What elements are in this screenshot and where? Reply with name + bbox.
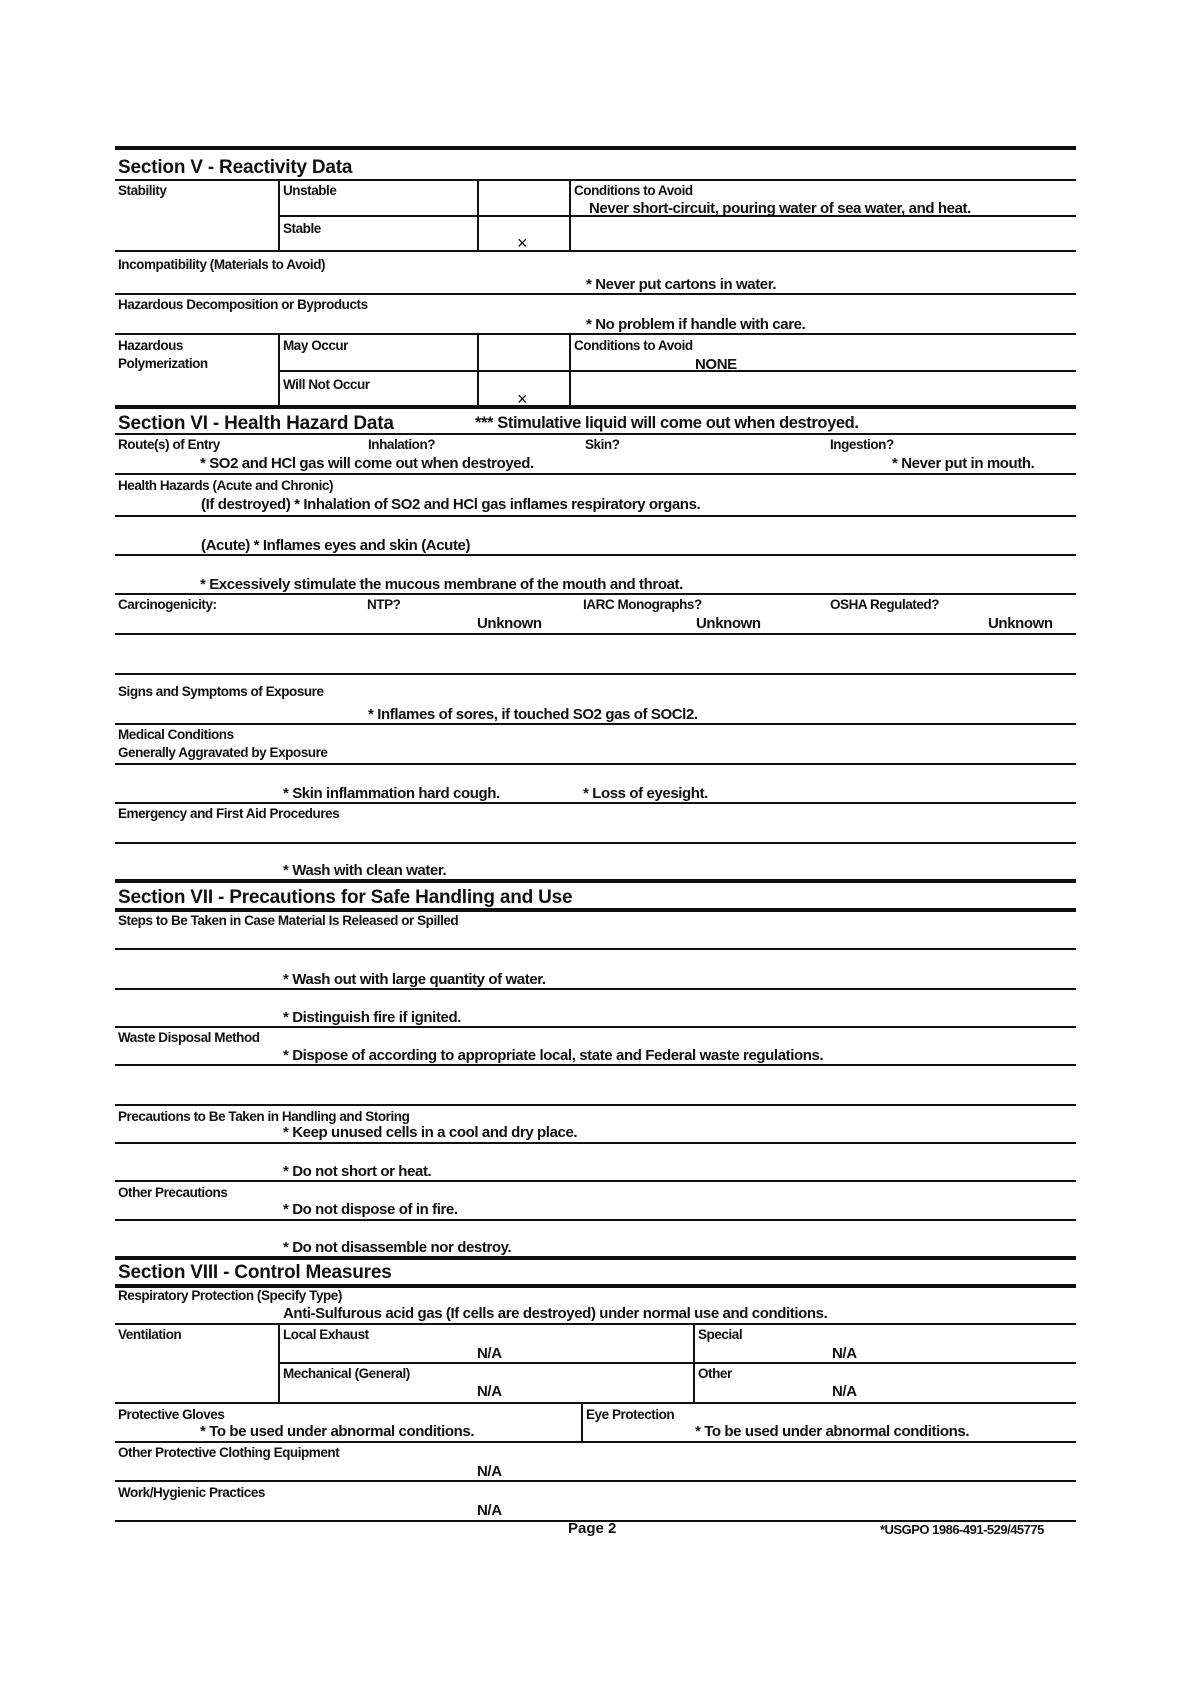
hazardous-decomposition-label: Hazardous Decomposition or Byproducts [118,297,368,312]
local-exhaust-value: N/A [477,1345,502,1362]
skin-label: Skin? [585,437,620,452]
incompatibility-value: * Never put cartons in water. [586,276,777,293]
waste-disposal-label: Waste Disposal Method [118,1030,260,1045]
ingestion-value: * Never put in mouth. [892,455,1035,472]
section-6-note: *** Stimulative liquid will come out when destroyed. [475,414,859,432]
usgpo-code: *USGPO 1986-491-529/45775 [880,1522,1044,1537]
local-exhaust-label: Local Exhaust [283,1327,369,1342]
spill-steps-label: Steps to Be Taken in Case Material Is Released or Spilled [118,913,459,928]
top-rule [115,146,1076,150]
waste-disposal-value: * Dispose of according to appropriate local, state and Federal waste regulations. [283,1047,824,1064]
protective-clothing-value: N/A [477,1463,502,1480]
signs-symptoms-value: * Inflames of sores, if touched SO2 gas of SOCl2. [368,706,698,723]
medical-conditions-label-2: Generally Aggravated by Exposure [118,745,328,760]
routes-of-entry-value: * SO2 and HCl gas will come out when destroyed. [200,455,534,472]
emergency-first-aid-label: Emergency and First Aid Procedures [118,806,340,821]
conditions-to-avoid-2-value: NONE [695,356,737,373]
spill-steps-value-1: * Wash out with large quantity of water. [283,971,546,988]
will-not-occur-label: Will Not Occur [283,377,370,392]
hazardous-polymerization-label-2: Polymerization [118,356,208,371]
osha-value: Unknown [988,615,1053,632]
handling-storing-value-2: * Do not short or heat. [283,1163,432,1180]
will-not-occur-checkmark: × [517,389,528,409]
hygienic-practices-value: N/A [477,1502,502,1519]
section-7-title: Section VII - Precautions for Safe Handling and Use [118,887,573,908]
stable-checkmark: × [517,233,528,253]
protective-gloves-value: * To be used under abnormal conditions. [200,1423,475,1440]
conditions-to-avoid-2-label: Conditions to Avoid [574,338,693,353]
spill-steps-value-2: * Distinguish fire if ignited. [283,1009,462,1026]
handling-storing-label: Precautions to Be Taken in Handling and Storing [118,1109,410,1124]
medical-conditions-value-1: * Skin inflammation hard cough. [283,785,500,802]
medical-conditions-value-2: * Loss of eyesight. [583,785,708,802]
other-ventilation-value: N/A [832,1383,857,1400]
health-hazards-value-3: * Excessively stimulate the mucous membrane of the mouth and throat. [200,576,683,593]
mechanical-general-label: Mechanical (General) [283,1366,410,1381]
routes-of-entry-label: Route(s) of Entry [118,437,220,452]
eye-protection-value: * To be used under abnormal conditions. [695,1423,970,1440]
protective-gloves-label: Protective Gloves [118,1407,225,1422]
inhalation-label: Inhalation? [368,437,436,452]
special-label: Special [698,1327,743,1342]
respiratory-protection-value: Anti-Sulfurous acid gas (If cells are destroyed) under normal use and conditions. [283,1305,828,1322]
health-hazards-value-1: (If destroyed) * Inhalation of SO2 and HCl gas inflames respiratory organs. [201,496,701,513]
other-precautions-value-2: * Do not disassemble nor destroy. [283,1239,512,1256]
special-value: N/A [832,1345,857,1362]
section-6-title: Section VI - Health Hazard Data [118,413,394,434]
conditions-to-avoid-label: Conditions to Avoid [574,183,693,198]
emergency-first-aid-value: * Wash with clean water. [283,862,447,879]
section-5-title: Section V - Reactivity Data [118,157,353,178]
health-hazards-label: Health Hazards (Acute and Chronic) [118,478,333,493]
osha-label: OSHA Regulated? [830,597,940,612]
mechanical-general-value: N/A [477,1383,502,1400]
unstable-label: Unstable [283,183,337,198]
stable-label: Stable [283,221,321,236]
section-5-rule [115,179,1076,181]
other-precautions-label: Other Precautions [118,1185,228,1200]
other-ventilation-label: Other [698,1366,732,1381]
respiratory-protection-label: Respiratory Protection (Specify Type) [118,1288,342,1303]
eye-protection-label: Eye Protection [586,1407,675,1422]
section-8-title: Section VIII - Control Measures [118,1262,392,1283]
health-hazards-value-2: (Acute) * Inflames eyes and skin (Acute) [201,537,471,554]
hazardous-polymerization-label-1: Hazardous [118,338,183,353]
hygienic-practices-label: Work/Hygienic Practices [118,1485,265,1500]
carcinogenicity-label: Carcinogenicity: [118,597,217,612]
ventilation-label: Ventilation [118,1327,182,1342]
stability-label: Stability [118,183,167,198]
signs-symptoms-label: Signs and Symptoms of Exposure [118,684,324,699]
hazardous-decomposition-value: * No problem if handle with care. [586,316,806,333]
iarc-value: Unknown [696,615,761,632]
other-precautions-value-1: * Do not dispose of in fire. [283,1201,458,1218]
ntp-label: NTP? [367,597,401,612]
page-number: Page 2 [568,1520,617,1537]
ntp-value: Unknown [477,615,542,632]
incompatibility-label: Incompatibility (Materials to Avoid) [118,257,326,272]
handling-storing-value-1: * Keep unused cells in a cool and dry place. [283,1124,578,1141]
iarc-label: IARC Monographs? [583,597,702,612]
msds-page-2 [115,146,1076,1537]
conditions-to-avoid-value: Never short-circuit, pouring water of sea water, and heat. [589,200,971,217]
protective-clothing-label: Other Protective Clothing Equipment [118,1445,340,1460]
medical-conditions-label-1: Medical Conditions [118,727,234,742]
may-occur-label: May Occur [283,338,348,353]
ingestion-label: Ingestion? [830,437,894,452]
